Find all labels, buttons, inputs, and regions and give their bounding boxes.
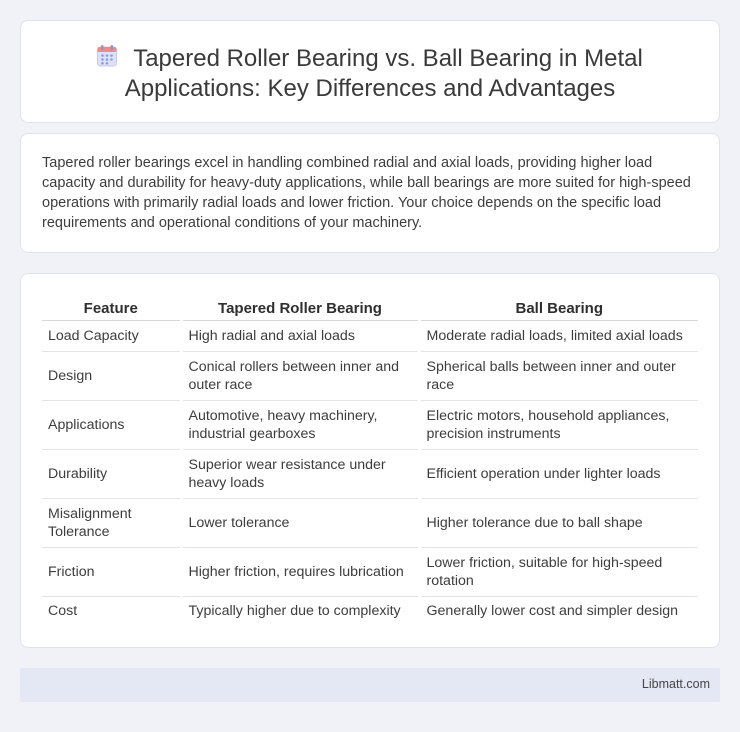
ball-cell: Higher tolerance due to ball shape [419,498,698,547]
footer [20,668,720,702]
calendar-icon [97,45,117,67]
summary-card [20,133,720,253]
ball-cell: Efficient operation under lighter loads [419,449,698,498]
ball-cell: Moderate radial loads, limited axial loads [419,320,698,351]
table-header-row [42,297,698,320]
tapered-cell: Superior wear resistance under heavy loads [181,449,419,498]
header-feature: Feature [42,297,181,320]
feature-cell: Design [42,351,181,400]
tapered-cell: Higher friction, requires lubrication [181,547,419,596]
table-row [42,547,698,596]
header-tapered-roller: Tapered Roller Bearing [181,297,419,320]
feature-cell: Friction [42,547,181,596]
ball-cell: Electric motors, household appliances, precision instruments [419,400,698,449]
page-title [21,44,719,104]
table-row [42,498,698,547]
title-line-2: Applications: Key Differences and Advantages [124,75,616,102]
tapered-cell: Automotive, heavy machinery, industrial gearboxes [181,400,419,449]
tapered-cell: Lower tolerance [181,498,419,547]
table-card [20,273,720,648]
feature-cell: Cost [48,603,78,620]
ball-cell: Spherical balls between inner and outer race [419,351,698,400]
footer-site-link[interactable]: Libmatt.com [641,677,710,691]
comparison-table [42,297,698,626]
title-card [20,20,720,123]
feature-cell: Misalignment Tolerance [42,498,181,547]
table-row [42,320,698,351]
title-line-1: Tapered Roller Bearing vs. Ball Bearing in Metal [133,45,643,72]
tapered-cell: Typically higher due to complexity [181,596,419,626]
ball-cell: Generally lower cost and simpler design [419,596,698,626]
ball-cell: Lower friction, suitable for high-speed rotation [419,547,698,596]
table-row [42,351,698,400]
feature-cell: Load Capacity [42,320,181,351]
tapered-cell: Conical rollers between inner and outer race [181,351,419,400]
feature-cell: Durability [42,449,181,498]
summary-text: Tapered roller bearings excel in handling combined radial and axial loads, providing higher load capacity and durability for heavy-duty applications, while ball bearings are more suited for high-speed operations with primarily radial loads and lower friction. Your choice depends on the specific load requirements and operational conditions of your machinery. [42,155,691,231]
tapered-cell: High radial and axial loads [181,320,419,351]
table-row [42,400,698,449]
header-ball-bearing: Ball Bearing [419,297,698,320]
table-row [42,596,698,626]
feature-cell: Applications [42,400,181,449]
table-row [42,449,698,498]
